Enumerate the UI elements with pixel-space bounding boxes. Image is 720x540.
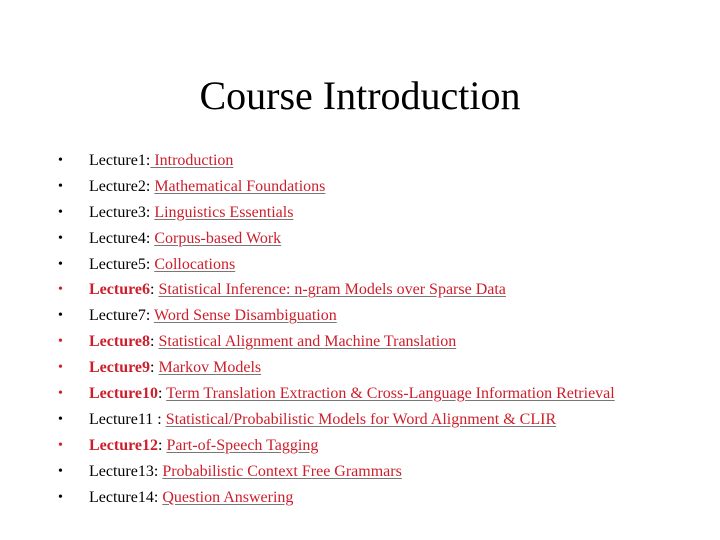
lecture-label: Lecture12	[89, 436, 159, 454]
slide-title: Course Introduction	[199, 73, 521, 118]
bullet-icon: •	[58, 308, 63, 324]
lecture-text	[89, 200, 293, 226]
lecture-label: Lecture5	[89, 255, 146, 273]
lecture-topic-link[interactable]: Term Translation Extraction & Cross-Language Information Retrieval	[166, 385, 615, 403]
lecture-text	[89, 303, 337, 329]
bullet-icon: •	[58, 153, 63, 168]
lecture-label: Lecture11	[89, 410, 154, 428]
lecture-item	[58, 277, 713, 303]
bullet-icon: •	[58, 437, 63, 453]
lecture-text	[89, 485, 293, 511]
lecture-topic-link[interactable]: Introduction	[150, 152, 234, 169]
lecture-separator: :	[153, 410, 166, 428]
lecture-topic-link[interactable]: Corpus-based Work	[154, 229, 282, 247]
lecture-label: Lecture1	[89, 152, 146, 169]
lecture-label: Lecture6	[89, 281, 151, 299]
lecture-topic-link[interactable]: Linguistics Essentials	[154, 203, 294, 221]
lecture-label: Lecture13	[89, 462, 154, 480]
lecture-topic-link[interactable]: Word Sense Disambiguation	[154, 307, 337, 325]
lecture-label: Lecture8	[89, 333, 151, 351]
lecture-list	[58, 148, 713, 510]
bullet-icon: •	[58, 411, 63, 427]
bullet-icon: •	[58, 463, 63, 479]
lecture-item	[58, 433, 713, 459]
lecture-topic-link[interactable]: Mathematical Foundations	[154, 177, 326, 195]
lecture-item	[58, 485, 713, 511]
lecture-label: Lecture2	[89, 177, 146, 195]
lecture-text	[89, 459, 402, 485]
lecture-topic-link[interactable]: Probabilistic Context Free Grammars	[162, 462, 402, 480]
lecture-topic-link[interactable]: Statistical/Probabilistic Models for Word Alignment & CLIR	[165, 410, 557, 428]
lecture-separator: :	[145, 229, 155, 247]
lecture-separator: :	[145, 203, 155, 221]
lecture-separator: :	[150, 281, 159, 299]
lecture-item	[58, 200, 713, 226]
lecture-text	[89, 329, 456, 355]
lecture-item	[58, 329, 713, 355]
lecture-separator: :	[145, 255, 155, 273]
lecture-item	[58, 355, 713, 381]
lecture-item	[58, 226, 713, 252]
lecture-topic-link[interactable]: Markov Models	[158, 359, 262, 377]
bullet-icon: •	[58, 256, 63, 272]
lecture-topic-link[interactable]: Statistical Alignment and Machine Translation	[158, 333, 457, 351]
lecture-label: Lecture9	[89, 359, 151, 377]
lecture-separator: :	[158, 385, 167, 403]
lecture-separator: :	[153, 462, 163, 480]
lecture-item	[58, 407, 713, 433]
lecture-separator: :	[145, 152, 151, 169]
bullet-icon: •	[58, 489, 63, 505]
lecture-label: Lecture3	[89, 203, 146, 221]
lecture-text	[89, 355, 261, 381]
lecture-item	[58, 381, 713, 407]
lecture-topic-link[interactable]: Question Answering	[162, 488, 294, 506]
lecture-topic-link[interactable]: Collocations	[154, 255, 236, 273]
lecture-separator: :	[153, 488, 163, 506]
lecture-topic-link[interactable]: Part-of-Speech Tagging	[166, 436, 319, 454]
bullet-icon: •	[58, 360, 63, 376]
lecture-separator: :	[158, 436, 167, 454]
bullet-icon: •	[58, 386, 63, 402]
lecture-text	[89, 148, 233, 174]
lecture-text	[89, 252, 235, 278]
lecture-text	[89, 433, 318, 459]
bullet-icon: •	[58, 204, 63, 220]
lecture-item	[58, 174, 713, 200]
lecture-item	[58, 252, 713, 278]
lecture-item	[58, 148, 713, 174]
lecture-item	[58, 459, 713, 485]
lecture-text	[89, 277, 506, 303]
lecture-text	[89, 407, 556, 433]
lecture-separator: :	[150, 333, 159, 351]
bullet-icon: •	[58, 178, 63, 194]
lecture-label: Lecture10	[89, 385, 159, 403]
lecture-label: Lecture7	[89, 307, 146, 325]
lecture-text	[89, 174, 325, 200]
lecture-topic-link[interactable]: Statistical Inference: n-gram Models over Sparse Data	[158, 281, 506, 299]
lecture-text	[89, 381, 615, 407]
lecture-separator: :	[150, 359, 159, 377]
lecture-label: Lecture14	[89, 488, 154, 506]
bullet-icon: •	[58, 282, 63, 298]
lecture-label: Lecture4	[89, 229, 146, 247]
lecture-text	[89, 226, 281, 252]
lecture-separator: :	[145, 177, 155, 195]
bullet-icon: •	[58, 230, 63, 246]
bullet-icon: •	[58, 334, 63, 350]
lecture-item	[58, 303, 713, 329]
lecture-separator: :	[145, 307, 155, 325]
